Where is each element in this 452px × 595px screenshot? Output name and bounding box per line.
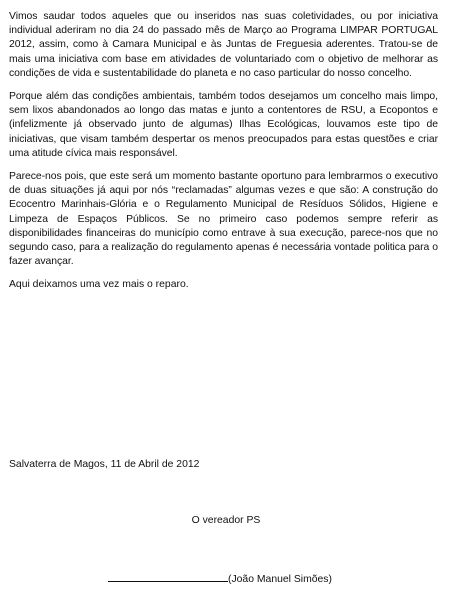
signatory-name: (João Manuel Simões) — [228, 574, 332, 585]
paragraph-reminder: Parece-nos pois, que este será um momento bastante oportuno para lembrarmos o executivo de duas situações já aqui por nós “reclamadas” algumas vezes e que são: A construção do Ecocentro Marinhais-Glória e o Regulamento Municipal de Resíduos Sólidos, Higiene e Limpeza de Espaços Públicos. Se no primeiro caso podemos sempre referir as disponibilidades financeiras do município como entrave à sua execução, parece-nos que no segundo caso, para a realização do regulamento apenas é necessária vontade politica para o fazer avançar. — [9, 171, 438, 268]
place-date: Salvaterra de Magos, 11 de Abril de 2012 — [9, 459, 200, 470]
signatory-role: O vereador PS — [191, 515, 261, 526]
paragraph-environment: Porque além das condições ambientais, também todos desejamos um concelho mais limpo, sem lixos abandonados ao longo das matas e junto a contentores de RSU, a Ecopontos e (infelizmente já observado junto de algumas) Ilhas Ecológicas, louvamos este tipo de iniciativas, que visam também despertar os menos preocupados para estas questões e criar uma atitude cívica mais responsável. — [9, 91, 438, 159]
signature-line — [108, 571, 228, 582]
signature-block — [108, 571, 332, 587]
closing-line: Aqui deixamos uma vez mais o reparo. — [9, 279, 189, 291]
paragraph-greeting: Vimos saudar todos aqueles que ou inseridos nas suas coletividades, ou por iniciativa individual aderiram no dia 24 do passado mês de Março ao Programa LIMPAR PORTUGAL 2012, assim, como à Camara Municipal e às Juntas de Freguesia aderentes. Tratou-se de mais uma iniciativa com base em atividades de voluntariado com o objetivo de melhorar as condições de vida e sustentabilidade do planeta e no caso particular do nosso concelho. — [9, 11, 438, 79]
